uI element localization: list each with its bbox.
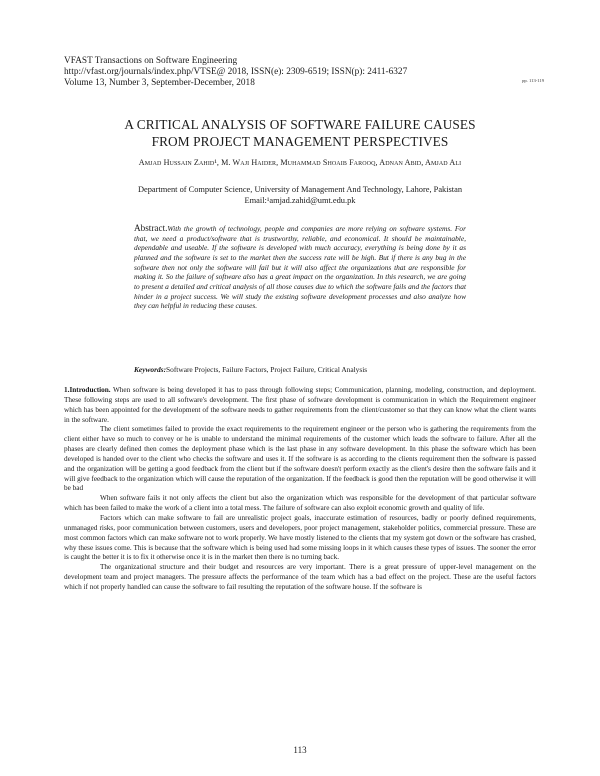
abstract-text: With the growth of technology, people and companies are more relying on software systems. For that, we need a product/software that is trustworthy, reliable, and economical. It should be maintainable, dependable and useable. If the software is developed with much accuracy, everything is being done by it as planned and the software is set to the market then the success rate will be high. But if there is any bug in the software then not only the software will fail but it will also affect the organizations that are responsible for making it. So the failure of software also has a great impact on the organization. In this research, we are going to present a detailed and critical analysis of all those causes due to which the software fails and the factors that hinder in a project success. We will study the existing software development processes and also analyze how they can helpful in reducing these causes. [134, 224, 466, 311]
journal-header [64, 56, 544, 90]
body-text [64, 386, 536, 593]
paper-title [60, 117, 540, 150]
paragraph-text: When software is being developed it has to pass through following steps; Communication, planning, modeling, construction, and deployment. These following steps are used to all software's development. The first phase of software development is communication in which the Requirement engineer which has been appointed for the development of the software needs to gather requirements from the client/customer so that they can know what the client wants in the software. [64, 386, 536, 424]
author-list: Amjad Hussain Zahid¹, M. Waji Haider, Muhammad Shoaib Farooq, Adnan Abid, Amjad Ali [138, 158, 462, 167]
page-number: 113 [293, 745, 307, 755]
paragraph: The client sometimes failed to provide the exact requirements to the requirement engineer or the person who is gathering the requirements from the client either have so much to convey or he is unable to understand the minimal requirements of the customer which leads the software to failure. After all the phases are clearly defined then comes the deployment phase which is the last phase in any software development. In this phase the software which has been developed is handed over to the client who checks the software and uses it. If the software is as according to the clients requirement then the software is passed and the organization will be getting a good feedback from the client but if the software doesn't perform exactly as the client's desire then the software fails and it will give feedback to the organization which will cause the reputation of the organization. If the feedback is good then the reputation will be good otherwise it will be bad [64, 425, 536, 493]
paragraph: Factors which can make software to fail are unrealistic project goals, inaccurate estimation of resources, badly or poorly defined requirements, unmanaged risks, poor communication between customers, users and developers, poor project management, stakeholder politics, commercial pressure. These are most common factors which can make software not to work properly. We have mostly listened to the clients that my system got down or the software has crashed, why these issues come. This is because that the software which is being used had some missing loops in it which causes these types of issues. The sooner the error is caught the better it is to fix it otherwise once it is in the market then there is no turning back. [64, 513, 536, 562]
department: Department of Computer Science, University of Management And Technology, Lahore, Pakistan [137, 185, 463, 194]
affiliation [60, 184, 540, 206]
abstract-label: Abstract. [134, 223, 168, 233]
keywords [134, 365, 466, 374]
journal-volume: Volume 13, Number 3, September-December, 2018 [64, 78, 255, 89]
paragraph: The organizational structure and their budget and resources are very important. There is a great pressure of upper-level management on the development team and project managers. The pressure affects the performance of the team which has a bad effect on the project. These are the useful factors which if not properly handled can cause the software to fail resulting the reputation of the software house. If the software is [64, 563, 536, 591]
section-heading: 1.Introduction. [64, 386, 111, 394]
page-range: pp. 113-119 [522, 78, 544, 83]
title-line-2: FROM PROJECT MANAGEMENT PERSPECTIVES [151, 133, 449, 149]
abstract [134, 224, 466, 311]
email: Email:¹amjad.zahid@umt.edu.pk [244, 196, 356, 205]
paragraph: When software fails it not only affects the client but also the organization which was responsible for the development of that particular software which has been failed to make the work of a client into a total mess. The failure of software can also exploit economic growth and quality of life. [64, 494, 536, 513]
title-line-1: A CRITICAL ANALYSIS OF SOFTWARE FAILURE CAUSES [124, 117, 476, 132]
paragraph [64, 386, 536, 425]
keywords-label: Keywords: [134, 365, 167, 374]
keywords-text: Software Projects, Failure Factors, Project Failure, Critical Analysis [166, 365, 368, 374]
journal-url-issn: http://vfast.org/journals/index.php/VTSE@ 2018, ISSN(e): 2309-6519; ISSN(p): 2411-6327 [64, 67, 408, 78]
journal-name: VFAST Transactions on Software Engineering [64, 56, 238, 66]
